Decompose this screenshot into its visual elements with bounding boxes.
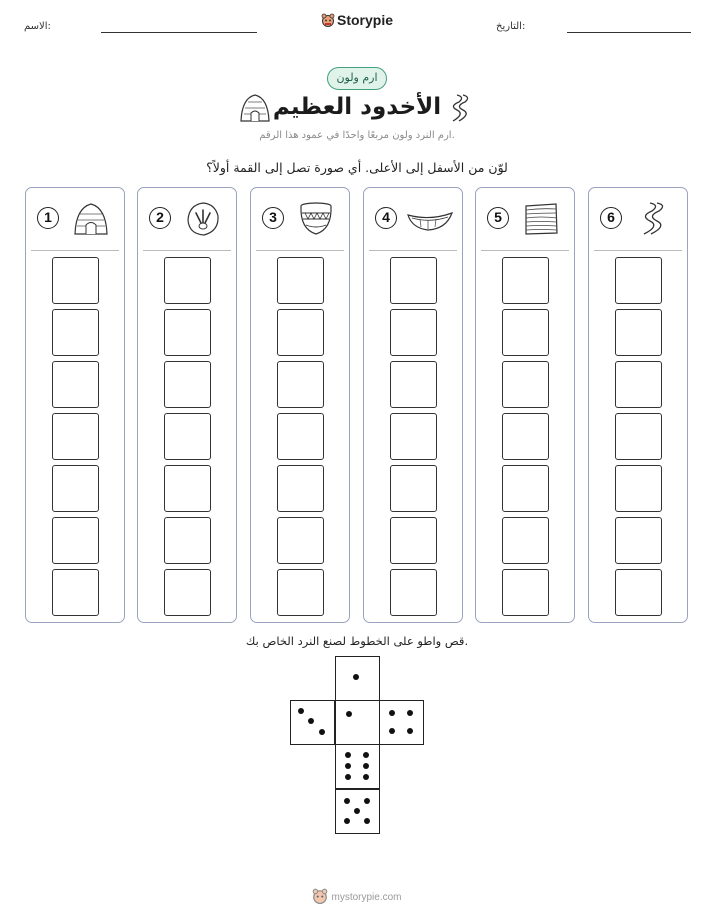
color-square[interactable] bbox=[164, 309, 211, 356]
dice-pip bbox=[363, 774, 369, 780]
color-square[interactable] bbox=[277, 413, 324, 460]
dice-pip bbox=[308, 718, 314, 724]
brand bbox=[0, 12, 714, 28]
dice-pip bbox=[364, 818, 370, 824]
dice-pip bbox=[344, 818, 350, 824]
column-6 bbox=[588, 187, 688, 623]
color-square[interactable] bbox=[502, 517, 549, 564]
column-number: 5 bbox=[487, 207, 509, 229]
subtitle: ارم النرد ولون مربعًا واحدًا في عمود هذا الرقم. bbox=[259, 130, 455, 141]
brand-name: Storypie bbox=[336, 12, 393, 28]
color-square[interactable] bbox=[52, 309, 99, 356]
column-divider bbox=[143, 250, 231, 251]
column-divider bbox=[594, 250, 682, 251]
color-square[interactable] bbox=[277, 517, 324, 564]
footer-url[interactable]: mystorypie.com bbox=[331, 892, 402, 903]
dice-pip bbox=[363, 752, 369, 758]
color-square[interactable] bbox=[390, 465, 437, 512]
color-square[interactable] bbox=[52, 257, 99, 304]
column-4 bbox=[363, 187, 463, 623]
color-square[interactable] bbox=[164, 413, 211, 460]
dice-pip bbox=[345, 763, 351, 769]
storypie-logo-icon bbox=[312, 888, 328, 904]
color-square[interactable] bbox=[390, 413, 437, 460]
fossil-footprint-icon bbox=[184, 201, 222, 237]
dice-pip bbox=[407, 710, 413, 716]
column-number: 4 bbox=[375, 207, 397, 229]
color-square[interactable] bbox=[52, 413, 99, 460]
cave-dwelling-icon bbox=[72, 201, 110, 237]
dice-face bbox=[335, 789, 380, 834]
column-3 bbox=[250, 187, 350, 623]
column-1 bbox=[25, 187, 125, 623]
color-square[interactable] bbox=[277, 361, 324, 408]
color-square[interactable] bbox=[502, 569, 549, 616]
storypie-logo-icon bbox=[321, 13, 335, 27]
color-square[interactable] bbox=[277, 309, 324, 356]
footer bbox=[0, 888, 714, 904]
color-square[interactable] bbox=[164, 569, 211, 616]
clay-pot-icon bbox=[297, 201, 335, 237]
color-square[interactable] bbox=[52, 465, 99, 512]
color-square[interactable] bbox=[615, 309, 662, 356]
rock-layers-icon bbox=[522, 201, 560, 237]
color-square[interactable] bbox=[615, 569, 662, 616]
dice-face bbox=[335, 700, 380, 745]
canoe-icon bbox=[406, 201, 454, 237]
dice-pip bbox=[364, 798, 370, 804]
color-square[interactable] bbox=[164, 517, 211, 564]
column-number: 3 bbox=[262, 207, 284, 229]
dice-pip bbox=[346, 711, 352, 717]
column-number: 2 bbox=[149, 207, 171, 229]
dice-pip bbox=[345, 774, 351, 780]
column-2 bbox=[137, 187, 237, 623]
color-square[interactable] bbox=[277, 257, 324, 304]
color-square[interactable] bbox=[390, 257, 437, 304]
page-title: الأخدود العظيم bbox=[272, 94, 442, 120]
name-label: الاسم: bbox=[24, 21, 51, 32]
color-square[interactable] bbox=[615, 517, 662, 564]
column-number: 6 bbox=[600, 207, 622, 229]
color-square[interactable] bbox=[615, 465, 662, 512]
color-square[interactable] bbox=[502, 309, 549, 356]
color-square[interactable] bbox=[390, 309, 437, 356]
dice-face bbox=[290, 700, 335, 745]
color-square[interactable] bbox=[502, 465, 549, 512]
color-square[interactable] bbox=[52, 361, 99, 408]
cut-instruction: قص واطو على الخطوط لصنع النرد الخاص بك. bbox=[245, 634, 469, 648]
dice-face bbox=[335, 656, 380, 701]
column-number: 1 bbox=[37, 207, 59, 229]
dice-pip bbox=[389, 728, 395, 734]
dice-face bbox=[379, 700, 424, 745]
dice-pip bbox=[407, 728, 413, 734]
color-square[interactable] bbox=[615, 361, 662, 408]
color-square[interactable] bbox=[277, 569, 324, 616]
color-square[interactable] bbox=[390, 517, 437, 564]
color-square[interactable] bbox=[164, 465, 211, 512]
dice-pip bbox=[344, 798, 350, 804]
color-square[interactable] bbox=[615, 413, 662, 460]
dice-pip bbox=[389, 710, 395, 716]
column-divider bbox=[369, 250, 457, 251]
column-divider bbox=[31, 250, 119, 251]
winding-river-icon bbox=[635, 201, 673, 237]
dice-pip bbox=[345, 752, 351, 758]
color-square[interactable] bbox=[164, 257, 211, 304]
color-square[interactable] bbox=[390, 361, 437, 408]
instruction: لوّن من الأسفل إلى الأعلى. أي صورة تصل إلى القمة أولاً؟ bbox=[206, 160, 508, 175]
date-line[interactable] bbox=[567, 32, 691, 33]
color-square[interactable] bbox=[52, 569, 99, 616]
winding-river-icon bbox=[445, 93, 475, 123]
activity-badge: ارم ولون bbox=[327, 67, 387, 90]
color-square[interactable] bbox=[277, 465, 324, 512]
color-square[interactable] bbox=[502, 257, 549, 304]
color-square[interactable] bbox=[615, 257, 662, 304]
color-square[interactable] bbox=[502, 413, 549, 460]
date-label: التاريخ: bbox=[496, 21, 526, 32]
color-square[interactable] bbox=[164, 361, 211, 408]
color-square[interactable] bbox=[502, 361, 549, 408]
column-divider bbox=[481, 250, 569, 251]
dice-face bbox=[335, 744, 380, 789]
color-square[interactable] bbox=[52, 517, 99, 564]
dice-pip bbox=[319, 729, 325, 735]
name-line[interactable] bbox=[101, 32, 257, 33]
column-divider bbox=[256, 250, 344, 251]
dice-pip bbox=[363, 763, 369, 769]
column-5 bbox=[475, 187, 575, 623]
dice-pip bbox=[298, 708, 304, 714]
dice-pip bbox=[354, 808, 360, 814]
color-square[interactable] bbox=[390, 569, 437, 616]
dice-pip bbox=[353, 674, 359, 680]
